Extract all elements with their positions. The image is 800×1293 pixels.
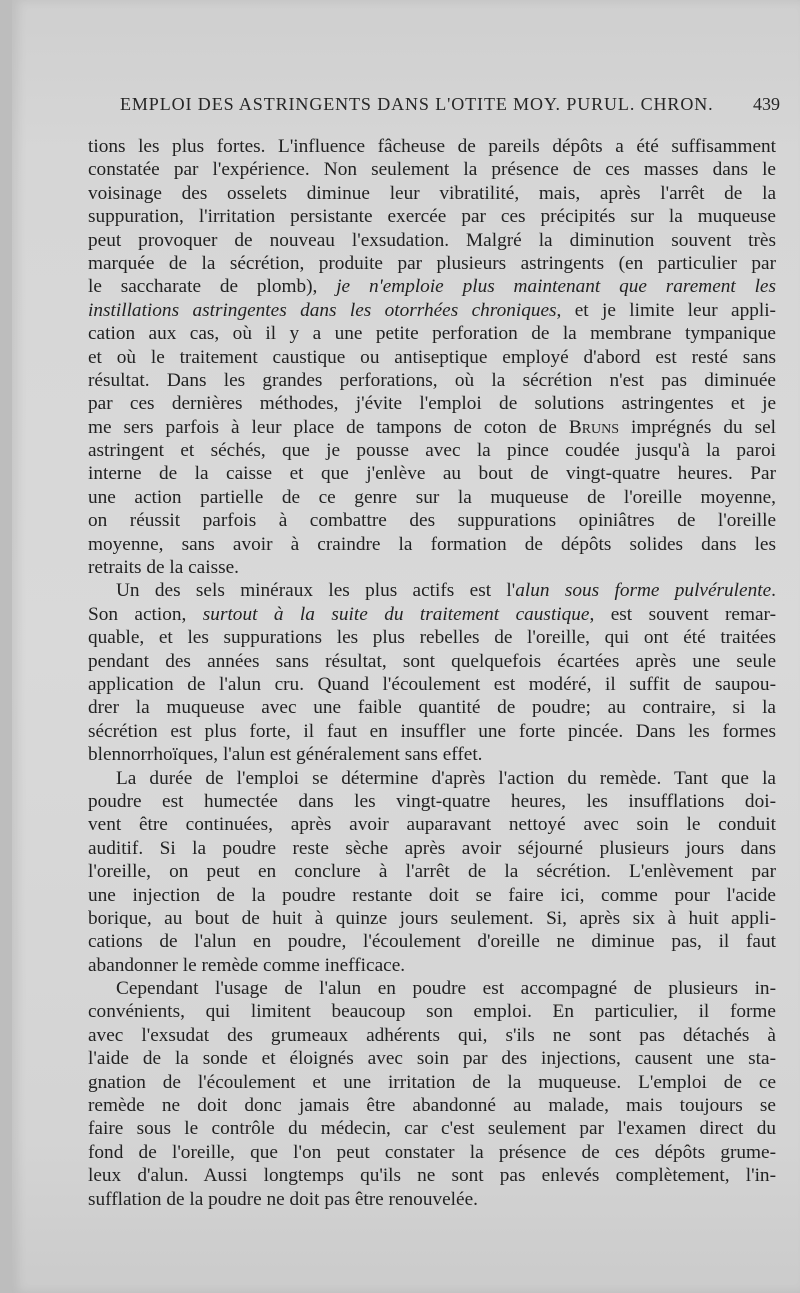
text-line: cation aux cas, où il y a une petite perforation de la membrane tympanique	[88, 323, 776, 345]
text-line: me sers parfois à leur place de tampons de coton de Bruns imprégnés du sel	[88, 416, 776, 438]
text-line: suppuration, l'irritation persistante exercée par ces précipités sur la muqueuse	[88, 206, 776, 228]
text-line: cations de l'alun en poudre, l'écoulement d'oreille ne diminue pas, il faut	[88, 931, 776, 953]
text-line: remède ne doit donc jamais être abandonné au malade, mais toujours se	[88, 1095, 776, 1117]
running-title: EMPLOI DES ASTRINGENTS DANS L'OTITE MOY. PURUL. CHRON.	[120, 94, 714, 114]
text-line: avec l'exsudat des grumeaux adhérents qui, s'ils ne sont pas détachés à	[88, 1024, 776, 1046]
text-line: une injection de la poudre restante doit se faire ici, comme pour l'acide	[88, 884, 776, 906]
text-line: l'oreille, on peut en conclure à l'arrêt de la sécrétion. L'enlèvement par	[88, 861, 776, 883]
italic-emphasis: je n'emploie plus maintenant que rarement les	[336, 276, 776, 298]
text-line: pendant des années sans résultat, sont quelquefois écartées après une seule	[88, 650, 776, 672]
text-line: marquée de la sécrétion, produite par plusieurs astringents (en particulier par	[88, 252, 776, 274]
text-line: l'aide de la sonde et éloignés avec soin par des injections, causent une sta-	[88, 1048, 776, 1070]
text-line: par ces dernières méthodes, j'évite l'emploi de solutions astringentes et je	[88, 393, 776, 415]
italic-emphasis: instillations astringentes dans les otorrhées chroniques	[88, 299, 557, 321]
author-name: Bruns	[568, 416, 620, 438]
text-line: quable, et les suppurations les plus rebelles de l'oreille, qui ont été traitées	[88, 627, 776, 649]
page-number: 439	[753, 94, 780, 114]
text-line: La durée de l'emploi se détermine d'après l'action du remède. Tant que la	[116, 767, 776, 789]
text-line: blennorrhoïques, l'alun est généralement sans effet.	[88, 744, 483, 766]
text-line: le saccharate de plomb), je n'emploie plus maintenant que rarement les	[88, 276, 776, 298]
text-line: drer la muqueuse avec une faible quantité de poudre; au contraire, si la	[88, 697, 776, 719]
book-page	[12, 0, 800, 1293]
text-line: vent être continuées, après avoir auparavant nettoyé avec soin le conduit	[88, 814, 776, 836]
text-line: astringent et séchés, que je pousse avec la pince coudée jusqu'à la paroi	[88, 440, 776, 462]
body-text	[88, 135, 776, 1211]
text-line: fond de l'oreille, que l'on peut constater la présence de ces dépôts grume-	[88, 1141, 776, 1163]
text-line: sécrétion est plus forte, il faut en insuffler une forte pincée. Dans les formes	[88, 720, 776, 742]
text-line: interne de la caisse et que j'enlève au bout de vingt-quatre heures. Par	[88, 463, 776, 485]
text-line: application de l'alun cru. Quand l'écoulement est modéré, il suffit de saupou-	[88, 673, 776, 695]
text-line: retraits de la caisse.	[88, 557, 239, 579]
text-line: instillations astringentes dans les otorrhées chroniques, et je limite leur appli-	[88, 299, 776, 321]
text-line: borique, au bout de huit à quinze jours seulement. Si, après six à huit appli-	[88, 907, 776, 929]
text-line: abandonner le remède comme inefficace.	[88, 954, 406, 976]
text-line: une action partielle de ce genre sur la muqueuse de l'oreille moyenne,	[88, 486, 776, 508]
text-line: convénients, qui limitent beaucoup son emploi. En particulier, il forme	[88, 1001, 776, 1023]
text-line: et où le traitement caustique ou antiseptique employé d'abord est resté sans	[88, 346, 776, 368]
text-line: faire sous le contrôle du médecin, car c'est seulement par l'examen direct du	[88, 1118, 776, 1140]
text-line: Son action, surtout à la suite du traitement caustique, est souvent remar-	[88, 603, 776, 625]
text-line: peut provoquer de nouveau l'exsudation. Malgré la diminution souvent très	[88, 229, 776, 251]
text-line: résultat. Dans les grandes perforations, où la sécrétion n'est pas diminuée	[88, 369, 776, 391]
text-line: poudre est humectée dans les vingt-quatre heures, les insufflations doi-	[88, 790, 776, 812]
text-line: gnation de l'écoulement et une irritation de la muqueuse. L'emploi de ce	[88, 1071, 776, 1093]
text-line: constatée par l'expérience. Non seulement la présence de ces masses dans le	[88, 159, 776, 181]
italic-emphasis: alun sous forme pulvérulente	[515, 580, 772, 602]
text-line: tions les plus fortes. L'influence fâcheuse de pareils dépôts a été suffisamment	[88, 136, 776, 157]
text-line: sufflation de la poudre ne doit pas être renouvelée.	[88, 1188, 478, 1210]
running-header	[120, 94, 780, 118]
text-line: leux d'alun. Aussi longtemps qu'ils ne sont pas enlevés complètement, l'in-	[88, 1165, 776, 1187]
text-line: Un des sels minéraux les plus actifs est l'alun sous forme pulvérulente.	[116, 580, 776, 602]
text-line: voisinage des osselets diminue leur vibratilité, mais, après l'arrêt de la	[88, 182, 776, 204]
italic-emphasis: surtout à la suite du traitement caustique	[202, 603, 590, 625]
text-line: moyenne, sans avoir à craindre la formation de dépôts solides dans les	[88, 533, 776, 555]
text-line: auditif. Si la poudre reste sèche après avoir séjourné plusieurs jours dans	[88, 837, 776, 859]
text-line: Cependant l'usage de l'alun en poudre est accompagné de plusieurs in-	[116, 978, 776, 1000]
text-line: on réussit parfois à combattre des suppurations opiniâtres de l'oreille	[88, 510, 776, 532]
